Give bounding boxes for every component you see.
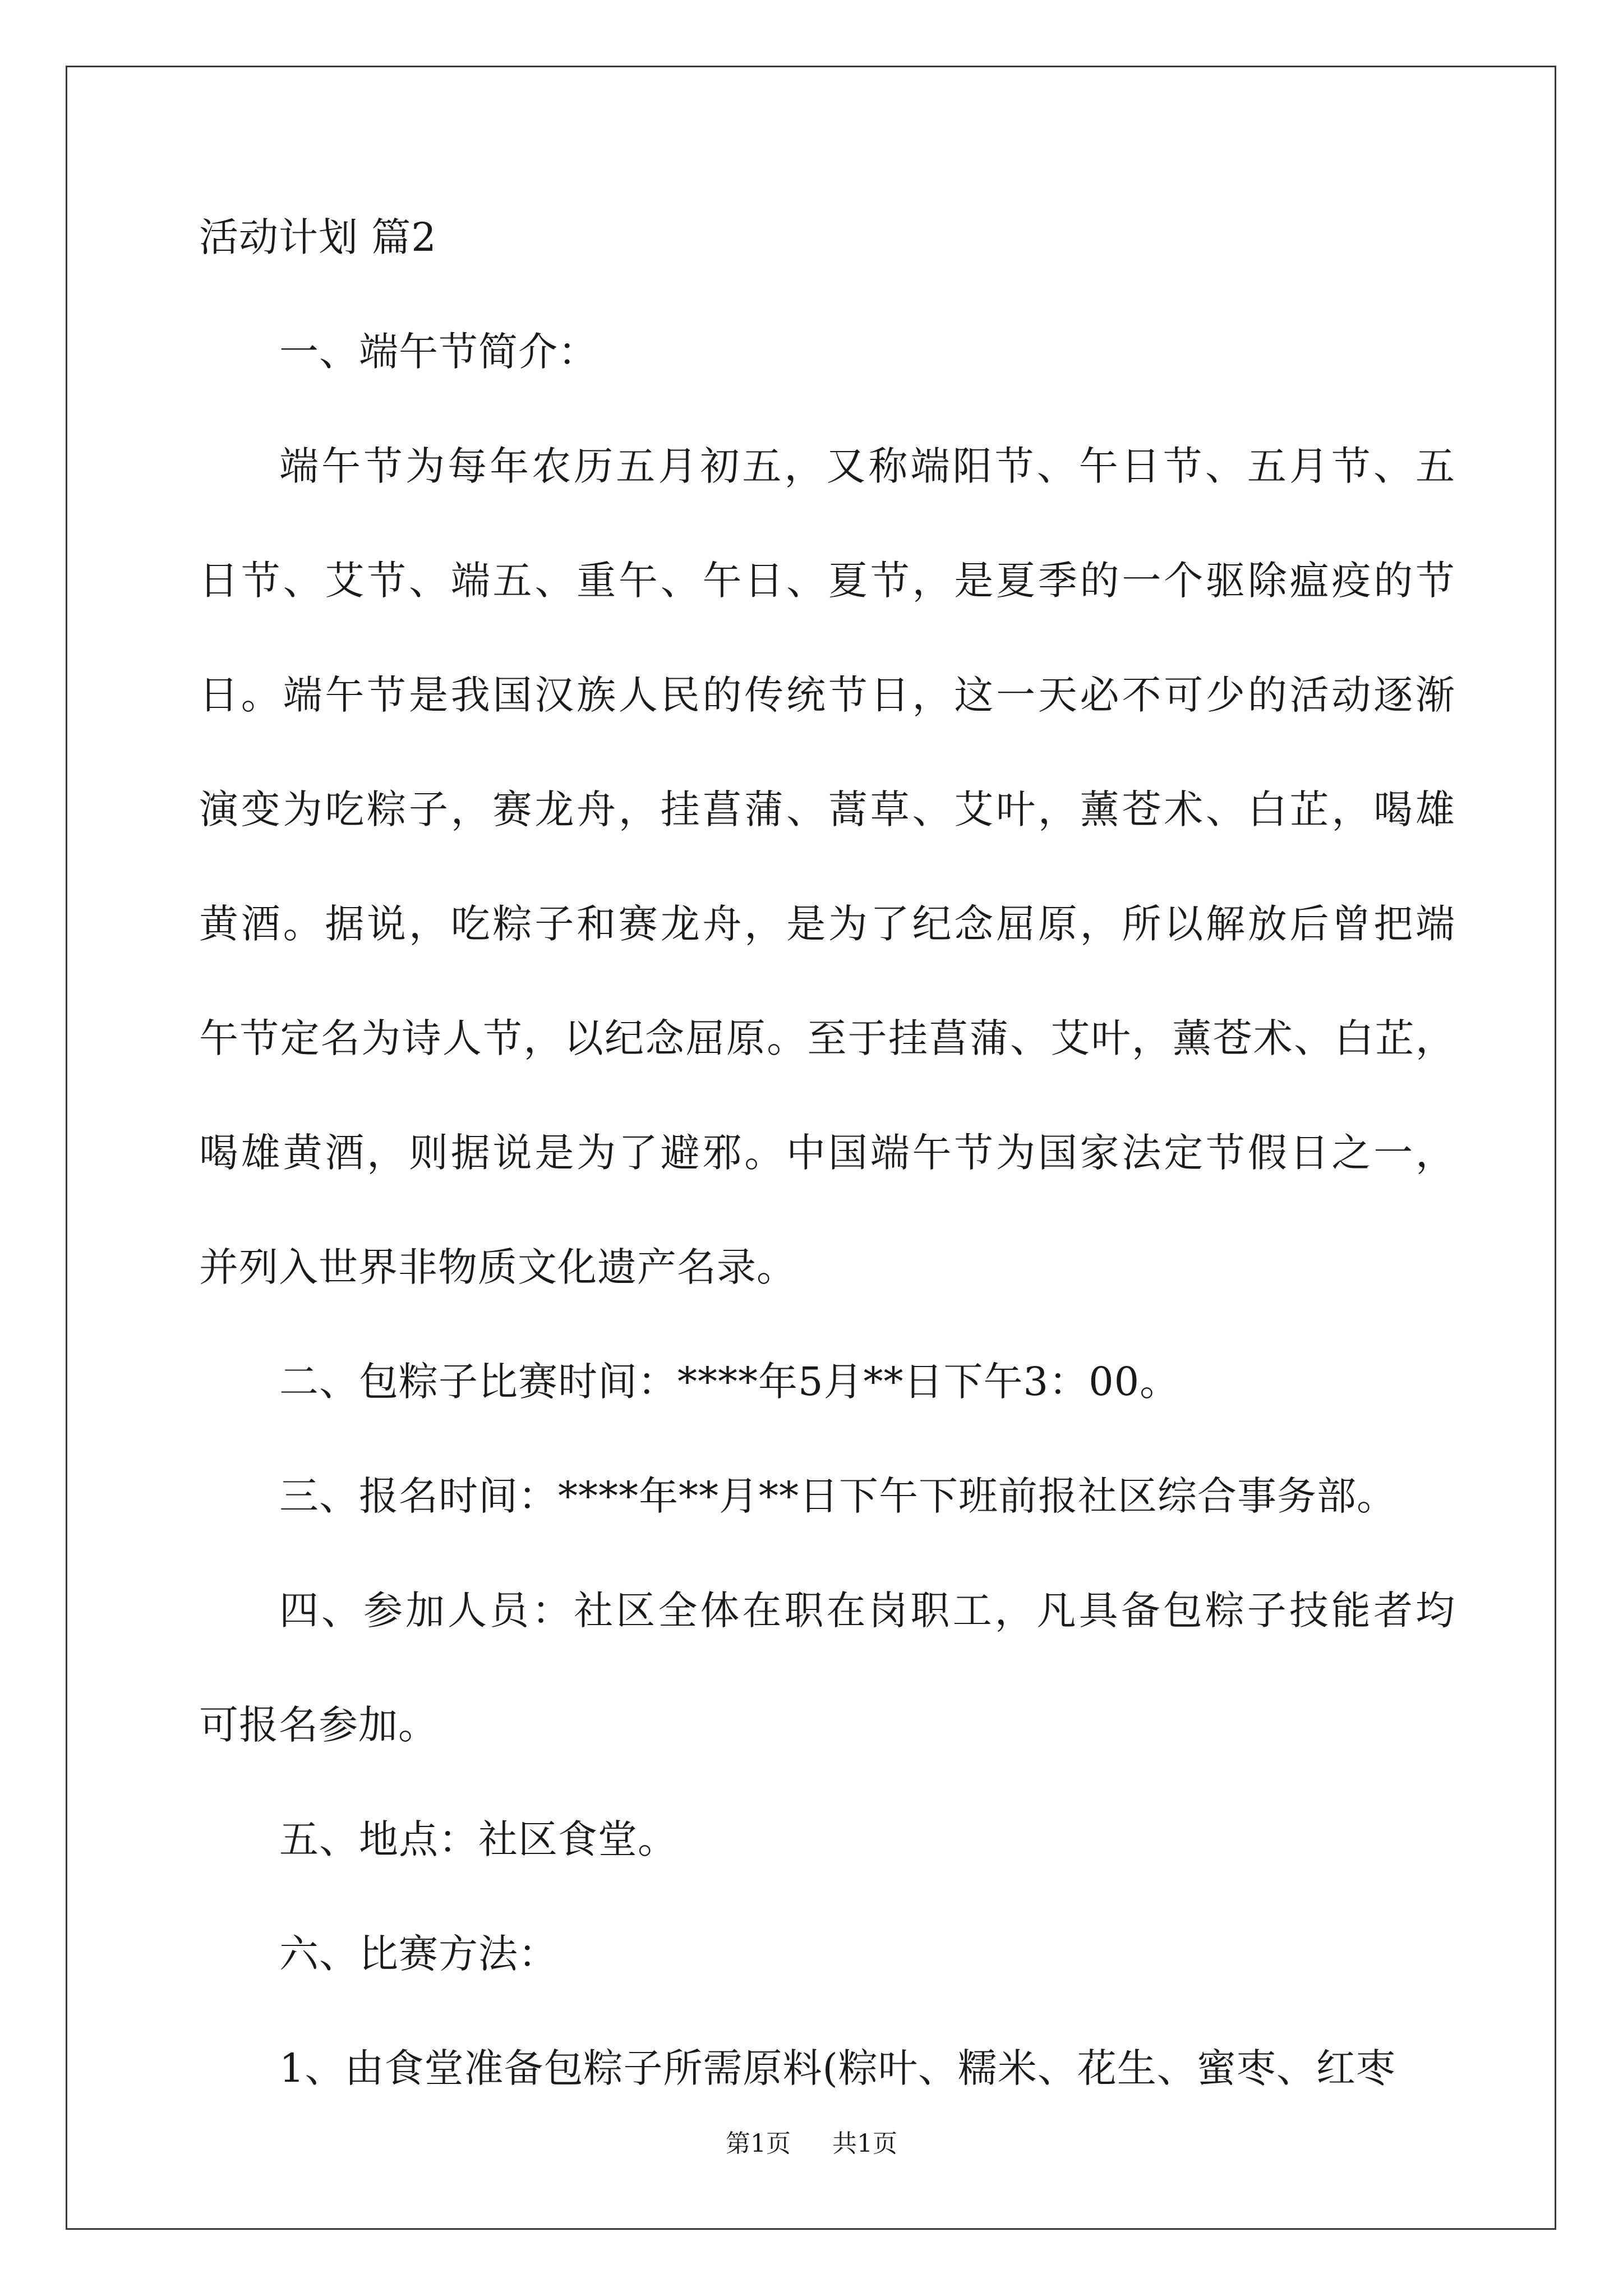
paragraph-line: 喝雄黄酒，则据说是为了避邪。中国端午节为国家法定节假日之一， bbox=[199, 1130, 1455, 1176]
section-contest-time: 二、包粽子比赛时间：****年5月**日下午3：00。 bbox=[279, 1359, 1180, 1405]
paragraph-line: 可报名参加。 bbox=[199, 1702, 438, 1748]
section-registration-time: 三、报名时间：****年**月**日下午下班前报社区综合事务部。 bbox=[279, 1473, 1396, 1519]
page-number-total: 共1页 bbox=[832, 2129, 897, 2158]
paragraph-line: 端午节为每年农历五月初五，又称端阳节、午日节、五月节、五 bbox=[279, 443, 1455, 489]
list-item: 1、由食堂准备包粽子所需原料(粽叶、糯米、花生、蜜枣、红枣 bbox=[279, 2045, 1396, 2091]
section-contest-method: 六、比赛方法： bbox=[279, 1931, 558, 1977]
document-body bbox=[199, 213, 1455, 2159]
paragraph-line: 并列入世界非物质文化遗产名录。 bbox=[199, 1244, 796, 1290]
page-footer bbox=[0, 2129, 1623, 2159]
paragraph-line: 午节定名为诗人节，以纪念屈原。至于挂菖蒲、艾叶，薰苍术、白芷， bbox=[199, 1015, 1455, 1061]
section-participants: 四、参加人员：社区全体在职在岗职工，凡具备包粽子技能者均 bbox=[279, 1588, 1455, 1634]
paragraph-line: 演变为吃粽子，赛龙舟，挂菖蒲、蒿草、艾叶，薰苍术、白芷，喝雄 bbox=[199, 786, 1455, 832]
section-location: 五、地点：社区食堂。 bbox=[279, 1816, 677, 1862]
page-number-current: 第1页 bbox=[726, 2129, 791, 2158]
document-heading: 活动计划 篇2 bbox=[199, 214, 437, 260]
paragraph-line: 日节、艾节、端五、重午、午日、夏节，是夏季的一个驱除瘟疫的节 bbox=[199, 558, 1455, 604]
section-heading-intro: 一、端午节简介： bbox=[279, 329, 598, 375]
paragraph-line: 黄酒。据说，吃粽子和赛龙舟，是为了纪念屈原，所以解放后曾把端 bbox=[199, 901, 1455, 947]
paragraph-line: 日。端午节是我国汉族人民的传统节日，这一天必不可少的活动逐渐 bbox=[199, 672, 1455, 718]
